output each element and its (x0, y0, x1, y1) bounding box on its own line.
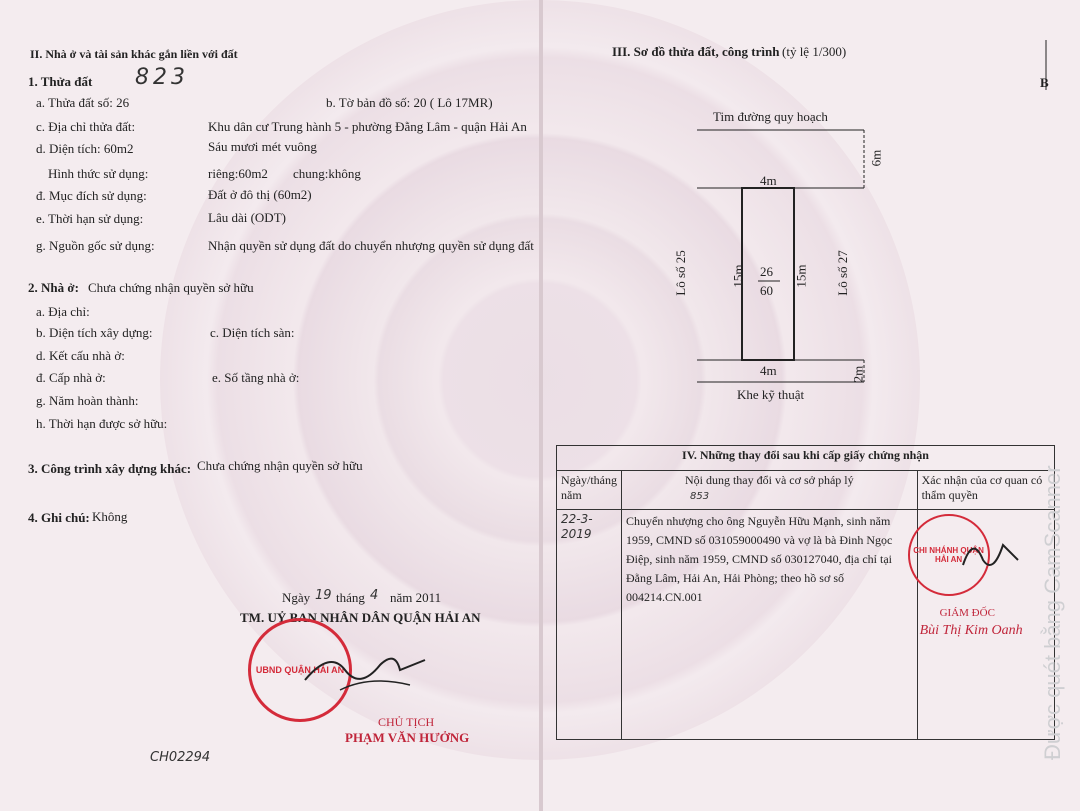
diagram-scale: (tỷ lệ 1/300) (782, 44, 847, 59)
row-date: 22-3-2019 (561, 512, 593, 541)
row-note: 853 (690, 491, 710, 502)
dim-4m-top: 4m (760, 173, 777, 188)
parcel-number: a. Thửa đất số: 26 (36, 95, 130, 110)
lot-left-label: Lô số 25 (672, 250, 688, 296)
area-label: d. Diện tích: 60m2 (36, 141, 134, 156)
section-4-value: Không (92, 509, 128, 524)
lot-right-label: Lô số 27 (834, 250, 850, 296)
dim-4m-bottom: 4m (760, 363, 777, 378)
director-title: GIÁM ĐỐC (939, 607, 995, 619)
row-content-cell (622, 510, 918, 740)
diagram-header: III. Sơ đồ thửa đất, công trình (612, 44, 780, 59)
usage-shared: chung:không (293, 166, 361, 181)
director-signature (958, 530, 1028, 580)
term-value: Lâu dài (ODT) (208, 210, 286, 225)
row-date-cell (557, 510, 622, 740)
map-sheet-number: b. Tờ bản đồ số: 20 ( Lô 17MR) (326, 95, 493, 110)
camscanner-watermark (1040, 360, 1070, 760)
house-grade: đ. Cấp nhà ở: (36, 370, 106, 385)
north-arrow-label: B (1040, 75, 1049, 90)
dim-6m: 6m (868, 149, 884, 167)
date-month: 4 (370, 588, 379, 603)
north-arrow-icon (1042, 40, 1050, 90)
area-value: Sáu mươi mét vuông (208, 139, 317, 154)
row-content: Chuyển nhượng cho ông Nguyễn Hữu Mạnh, sinh năm 1959, CMND số 031059000490 và vợ là bà Đinh Ngọc Điệp, sinh năm 1959, CMND số 030127040, địa chỉ tại Đằng Lâm, Hải An, Hải Phòng; theo hồ sơ số 004214.CN.001 (626, 514, 893, 604)
col-confirm-header: Xác nhận của cơ quan có thẩm quyền (917, 471, 1054, 510)
page-fold (539, 0, 543, 811)
usage-private: riêng:60m2 (208, 166, 268, 181)
origin-label: g. Nguồn gốc sử dụng: (36, 238, 155, 253)
changes-table-title: IV. Những thay đổi sau khi cấp giấy chứng nhận (557, 446, 1055, 471)
col-content-header: Nội dung thay đổi và cơ sở pháp lý (622, 471, 918, 510)
section-3-label: 3. Công trình xây dựng khác: (28, 461, 192, 476)
purpose-label: đ. Mục đích sử dụng: (36, 188, 147, 203)
chairman-signature (300, 640, 430, 700)
watermark-text: Được quét bằng CamScanner (1040, 465, 1065, 760)
chairman-name: PHẠM VĂN HƯỞNG (345, 730, 470, 745)
dim-2m: 2m (850, 365, 866, 383)
house-structure: d. Kết cấu nhà ở: (36, 348, 125, 363)
handwritten-number: 823 (135, 65, 189, 90)
section-1-title: 1. Thửa đất (28, 74, 93, 89)
section-header: II. Nhà ở và tài sản khác gắn liền với đất (30, 47, 238, 61)
director-name: Bùi Thị Kim Oanh (919, 623, 1023, 638)
usage-form-label: Hình thức sử dụng: (48, 166, 149, 181)
purpose-value: Đất ở đô thị (60m2) (208, 187, 312, 202)
house-address: a. Địa chỉ: (36, 304, 90, 319)
road-top-label: Tim đường quy hoạch (713, 109, 828, 124)
authority-name: TM. UỶ BAN NHÂN DÂN QUẬN HẢI AN (240, 610, 481, 625)
road-bottom-label: Khe kỹ thuật (737, 387, 805, 402)
date-day: 19 (315, 588, 332, 603)
row-confirm-cell (913, 510, 1054, 740)
date-year: năm 2011 (390, 590, 442, 605)
house-floors: e. Số tầng nhà ở: (212, 370, 300, 385)
section-2-label: 2. Nhà ở: (28, 280, 79, 295)
parcel-area-label: 60 (760, 283, 773, 298)
term-label: e. Thời hạn sử dụng: (36, 211, 144, 226)
branch-seal-text: CHI NHÁNH QUẬN HẢI AN (913, 546, 984, 564)
chairman-title: CHỦ TỊCH (378, 715, 435, 729)
house-year: g. Năm hoàn thành: (36, 393, 139, 408)
col-date-header: Ngày/tháng năm (557, 471, 622, 510)
changes-table (556, 445, 1055, 740)
house-ownership-term: h. Thời hạn được sở hữu: (36, 416, 168, 431)
address-value: Khu dân cư Trung hành 5 - phường Đằng Lâm - quận Hải An (208, 119, 527, 134)
house-build-area: b. Diện tích xây dựng: (36, 325, 153, 340)
house-floor-area: c. Diện tích sàn: (210, 325, 295, 340)
section-4-label: 4. Ghi chú: (28, 510, 90, 525)
dim-15m-left: 15m (730, 264, 746, 288)
date-month-label: tháng (336, 590, 365, 605)
seal-text: UBND QUẬN HẢI AN (255, 665, 345, 675)
parcel-number-label: 26 (760, 264, 773, 279)
serial-number: CH02294 (150, 750, 211, 765)
date-prefix: Ngày (282, 590, 311, 605)
section-2-value: Chưa chứng nhận quyền sở hữu (88, 280, 254, 295)
origin-value: Nhận quyền sử dụng đất do chuyển nhượng quyền sử dụng đất (208, 238, 534, 253)
section-3-value: Chưa chứng nhận quyền sở hữu (197, 458, 363, 473)
dim-15m-right: 15m (793, 264, 809, 288)
address-label: c. Địa chỉ thửa đất: (36, 119, 136, 134)
